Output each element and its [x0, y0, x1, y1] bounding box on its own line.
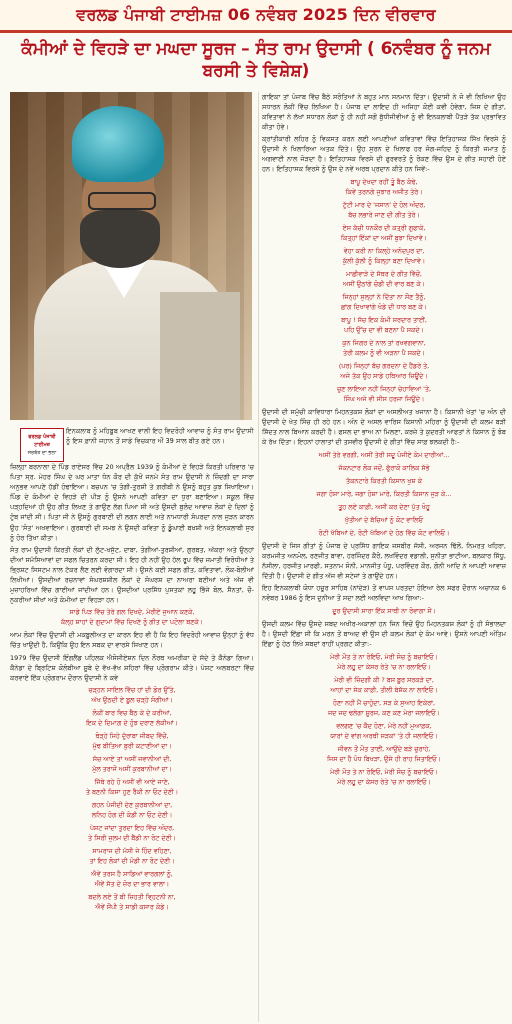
poem-line: ਬਾਪੂ ! ਸੱਚ ਇਕ ਕੰਮੀ ਸਰਦਾਰ ਤਾਈਂ,	[341, 316, 427, 324]
poem-stanza	[262, 315, 506, 335]
poem-line: ਥੋੜ੍ਹੇ ਜਿਹੇ ਦੁੱਰਾਬਾ ਜੀਬਦ ਵਿੱਚੋਂ,	[95, 731, 169, 740]
poem-line: ਤਾਂ ਇਹ ਲੋਕਾਂ ਦੀ ਮੰਡੀ ਨਾ ਰੋਟ ਦੇਣੀ।	[89, 856, 175, 865]
photo-caption: ਇਨਕਲਾਬ ਨੂੰ ਮਹਿਬੂਬ ਆਖਣ ਵਾਲੀ ਇਹ ਵਿਦਰੋਹੀ ਆਵਾਜ਼ ਨੂੰ ਸੰਤ ਰਾਮ ਉਦਾਸੀ ਨੂੰ ਇਸ ਫ਼ਾਨੀ ਜਹਾਨ ਤੋਂ ਸਾਡੇ ਵਿਚਕਾਰ ਔਂ 39 ਸਾਲ ਬੀਤ ਗਏ ਹਨ।	[66, 427, 254, 445]
poem-stanza	[262, 177, 506, 197]
poem-line: ਮੇਰੀ ਵੀ ਜ਼ਿੰਦਗੀ ਕੀ ? ਬਸ ਬੂਰ ਸਰਕੜੇ ਦਾ,	[334, 676, 434, 684]
poem-stanza	[10, 800, 254, 820]
poem-line: ਯਾਰਾਂ ਦੇ ਵਾਂਗ ਅਰਥੀ ਸੜਕਾਂ 'ਤੇ ਹੀ ਜਲਾਇਓ।	[330, 732, 438, 740]
column-divider	[258, 92, 259, 1022]
logo-line1: ਵਰਲਡ ਪੰਜਾਬੀ ਟਾਈਮਜ਼	[28, 434, 56, 448]
paragraph: ਉਦਾਸੀ ਦੀ ਸਮੁੱਚੀ ਕਾਵਿਧਾਰਾ ਮਿਹਨਤਕਸ਼ ਲੋਕਾਂ ਦਾ ਅਸਲੀਅਤ ਖਜਾਨਾ ਹੈ। ਕਿਸਾਨੀ ਖੇਤਾਂ 'ਚ ਅੰਨ ਦੀ ਉਦਾਸੀ ਦੇ ਖੇਤ ਸਿੰਚ ਹੀ ਰਹੇ ਹਨ। ਅੰਨ ਦੇ ਅਸਲ ਵਾਰਿਸ ਕਿਸਾਨੀ ਮਹਿਰਾ ਨੂੰ ਉਦਾਸੀ ਦੀ ਕਲਮ ਬੜੀ ਸ਼ਿੱਦਤ ਨਾਲ ਬਿਆਨ ਕਰਦੀ ਹੈ। ਫਸਲ ਦਾ ਭਾਅ ਨਾ ਮਿਲਣਾ, ਕਰਜ਼ੇ ਤੇ ਕੁਦਰਤੀ ਆਫਤਾਂ ਨੇ ਕਿਸਾਨ ਨੂੰ ਝੰਬ ਕੇ ਰੱਖ ਦਿੱਤਾ। ਇਹਨਾਂ ਹਾਲਾਤਾਂ ਦੀ ਤਸਵੀਰ ਉਦਾਸੀ ਦੇ ਗੀਤਾਂ ਵਿੱਚ ਸਾਫ਼ ਝਲਕਦੀ ਹੈ:-	[262, 408, 506, 446]
poem-stanza	[262, 767, 506, 787]
poem-line: ਅੱਖ ਉਠਦੀ ਏ ਬੂਲ ਚੜ੍ਹੇ ਸੰਗੀਆਂ।	[91, 695, 173, 704]
paragraph: ਸੰਤ ਰਾਮ ਉਦਾਸੀ ਕਿਰਤੀ ਲੋਕਾਂ ਦੀ ਲੁੱਟ-ਖਸੁੱਟ, ਦਾਬਾ, ਤੰਗੀਆਂ-ਤੁਰਸ਼ੀਆਂ, ਗੁਰਬਤ, ਅੱਕਰਾ ਅਤੇ ਉਨ੍ਹਾਂ ਦੀਆਂ ਸਮੱਸਿਆਵਾਂ ਦਾ ਸਫਲ ਚਿਤਰਨ ਕਰਦਾ ਸੀ। ਇਹ ਹੀ ਨਹੀਂ ਉਹ ਹੱਲ ਰੂਪ ਵਿੱਚ ਜਮਾਤੀ ਵਿਰੋਧੀਆਂ ਤੇ ਭ੍ਰਿਸ਼ਟ ਸਿਸਟਮ ਨਾਲ ਟੱਕਰ ਲੈਣ ਲਈ ਵੰਗਾਰਦਾ ਸੀ। ਉਸਨੇ ਕਈ ਸਫਲ ਗੀਤ, ਕਵਿਤਾਵਾਂ, ਲੋਕ-ਬੋਲੀਆਂ ਲਿਖੀਆਂ। ਉਸਦੀਆਂ ਰਚਨਾਵਾਂ ਸੰਘਰਸ਼ਸ਼ੀਲ ਲੋਕਾਂ ਦੇ ਸੰਘਰਸ਼ ਦਾ ਨਾਅਰਾ ਬਣੀਆਂ ਅਤੇ ਅੱਜ ਵੀ ਮੁਜ਼ਾਹਰਿਆਂ ਵਿੱਚ ਗਾਈਆਂ ਜਾਂਦੀਆਂ ਹਨ। ਉਸਦੀਆਂ ਪ੍ਰਸਿੱਧ ਪੁਸਤਕਾਂ ਲਹੂ ਭਿੱਜੇ ਬੋਲ, ਸੈਨਤਾਂ, ਚੌ-ਨੁਕਰੀਆਂ ਸੀਖਾਂ ਅਤੇ ਕੰਮੀਆਂ ਦਾ ਵਿਹੜਾ ਹਨ।	[10, 545, 254, 605]
poem-line: ਤੇ ਬਣਨੀ ਕਿਸਾ ਹੁਣ ਰੈਕੀ ਨਾ ਓਟ ਦੇਣੀ।	[85, 787, 179, 796]
paragraph: ਉਦਾਸੀ ਦੇ ਜਿਸ ਗੀਤਾਂ ਨੂੰ ਪੰਜਾਬ ਦੇ ਪ੍ਰਸਿੱਧ ਗਾਇਕ ਜਸਬੀਰ ਜੱਸੀ, ਅਰਜਨ ਢਿੱਲੋਂ, ਨਿਮਰਤ ਖਹਿਰਾ, ਕਰਮਜੀਤ ਅਨਮੋਲ, ਰਣਜੀਤ ਬਾਵਾ, ਹਰਜਿੰਦਰ ਕੈਰੋਂ, ਲਖਵਿੰਦਰ ਵਡਾਲੀ, ਸੁਨੀਤਾ ਭਾਟੀਆ, ਬਲਕਾਰ ਸਿੱਧੂ, ਨੱਸੀਲਾ, ਹਰਜੀਤ ਮਾਰਫੀ, ਸਤਨਾਮ ਸੋਨੀ, ਮਾਨਜੀਤ ਪੰਧੂ, ਪਰਵਿੰਦਰ ਕੌਰ, ਗੋਨੀ ਆਦਿ ਨੇ ਆਪਣੀ ਆਵਾਜ਼ ਦਿੱਤੀ ਹੈ। ਉਦਾਸੀ ਦੇ ਗੀਤ ਅੱਜ ਵੀ ਸਟੇਜਾਂ ਤੇ ਗਾਉਂਦੇ ਹਨ।	[262, 542, 506, 580]
poem-line: ਮੁੱਢ ਬੀਤਿਆ ਬੁਰੀ ਕਟਾਣੀਆਂ ਦਾ।	[92, 741, 172, 750]
poem-line: ਤੂਹ ਲਏ ਕਾਫ਼ੀ, ਅਸੀਂ ਕਰ ਦੇਣਾ ਪੁੱਤ ਖੋਹੂ	[338, 503, 430, 511]
poem-block	[262, 450, 506, 538]
poem-line: ਸਿੰਘ ਅਜੇ ਵੀ ਸੀਸ ਹਰਜਾ ਜਿਊਂਦੇ।	[343, 395, 425, 403]
poem-line: ਟੁੱਟੀ ਮਾਰ ਦੇ 'ਜਸਾਨ' ਦੇ ਹੋਲ ਅੰਦਰ,	[342, 201, 426, 209]
paragraph: ਇਹ ਇਨਕਲਾਬੀ ਯੋਧਾ ਹਜ਼ੂਰ ਸਾਹਿਬ (ਨਾਂਦੇੜ) ਤੋਂ ਵਾਪਸ ਪਰਤਦਾ ਹੋਇਆ ਰੇਲ ਸਫਰ ਦੌਰਾਨ ਅਚਾਨਕ 6 ਨਵੰਬਰ 1986 ਨੂੰ ਇਸ ਦੁਨੀਆ ਤੋਂ ਸਦਾ ਲਈ ਅਲਵਿਦਾ ਆਖ ਗਿਆ:-	[262, 584, 506, 602]
masthead	[0, 0, 512, 33]
left-body-text	[10, 462, 254, 915]
right-column	[262, 92, 506, 790]
poem-stanza	[262, 292, 506, 312]
poem-stanza	[262, 698, 506, 718]
portrait-photo	[10, 92, 252, 420]
poem-line: ਜਦ ਜਦ ਢਲੇਗਾ ਸੂਰਜ, ਕਣ ਕਣ ਮੇਰਾ ਜਲਾਇਓ।	[327, 709, 440, 717]
poem-stanza	[10, 731, 254, 751]
poem-stanza	[10, 846, 254, 866]
poem-block	[10, 685, 254, 912]
poem-line: ਚੜ੍ਹਨ ਸਾਇਲ ਵਿੱਚ ਹਾਂ ਦੀ ਡੋਰ ਉੱਤੇ,	[88, 685, 176, 694]
poem-line: ਮੁੱਲ ਤਰਾਜੋਂ ਅਸੀਂ ਕੁਰਬਾਨੀਆਂ ਦਾ।	[92, 764, 172, 773]
poem-stanza	[10, 777, 254, 797]
poem-line: ਬਾਪੂ ਦੇਖਦਾ ਰਹੀਂ ਤੂੰ ਬੈਠ ਕੰਢੇ,	[350, 178, 418, 186]
poem-stanza	[10, 892, 254, 912]
poem-line: ਐਵੇਂ ਸੱਤ ਦੇ ਜ਼ੋਰ ਦਾ ਭਾਰ ਵਾਲਾ।	[94, 879, 170, 888]
poem-line: ਜਿਸ ਦਾ ਹੈ ਪੰਧ ਬਿਖੜਾ, ਉਸੇ ਹੀ ਰਾਹ ਜਿਤਾਇਓ।	[326, 755, 442, 763]
poem-line: ਜੱਕਨਟਾਰ ਲੋਕ ਜਦੋਂ, ਫੁੱਰਾਕੋ ਕਾਲਿਕ ਸੱਭੇ	[338, 464, 430, 472]
poem-line: ਆਹਾਂ ਦਾ ਸੇਕ ਕਾਫ਼ੀ, ਤੀਲੀ ਬੇਸ਼ੱਕ ਨਾ ਲਾਇਓ।	[330, 686, 438, 694]
poem-block	[10, 607, 254, 627]
poem-line: ਏਸ ਕੱਚੀ ਧਨਕੌਰ ਦੀ ਕਤ੍ਰੀ ਗੁਫਾਕੇ,	[342, 224, 426, 232]
poem-stanza	[10, 823, 254, 843]
poem-stanza	[262, 652, 506, 672]
poem-line: ਜੀਵਨ ਤੋਂ ਮੌਤ ਤਾਈਂ, ਆਉਂਦੇ ਬੜੇ ਚੁਰਾਹੇ,	[337, 745, 431, 753]
poem-stanza	[262, 384, 506, 404]
poem-line: ਸੱਚ ਆਏ ਤਾਂ ਅਸੀਂ ਜਵਾਨੀਆਂ ਦੀ,	[92, 754, 172, 763]
newspaper-logo-stamp	[20, 428, 64, 462]
poem-stanza	[262, 361, 506, 381]
poem-line: ਛਾਂਗ ਦਿਖਾਵਾਂਗੇ ਖੰਡੇ ਦੀ ਧਾਰ ਬਣ ਕੇ।	[340, 303, 428, 311]
poem-line: ਅਸੀਂ ਉਠਾਂਗੇ ਚੰਡੀ ਦੀ ਵਾਰ ਬਣ ਕੇ।	[342, 280, 426, 288]
poem-line: ਮੇਰੇ ਲਹੂ ਦਾ ਕੇਸਰ ਰੇਤੇ 'ਚ ਨਾ ਰਲਾਇਓ।	[337, 778, 431, 786]
poem-line: ਜਿੱਥੇ ਰਹੇ ਹੋ ਅਸੀਂ ਵੀ ਆਏ ਜਾਣੇ,	[94, 777, 170, 786]
poem-line: ਵੇਹਾ ਕਰੀ ਨਾ ਕਿਲ੍ਹੇ ਅਨੰਦਪੁਰ ਦਾ,	[343, 247, 425, 255]
poem-line: ਮੇਰੀ ਮੌਤ ਤੇ ਨਾ ਰੋਇਓ, ਮੇਰੀ ਸੋਚ ਨੂੰ ਬਚਾਇਓ।	[329, 653, 439, 661]
paragraph: ਕ੍ਰਾਂਤੀਕਾਰੀ ਲਹਿਰ ਨੂੰ ਵਿਕਸਤ ਕਰਨ ਲਈ ਆਪਣੀਆਂ ਕਵਿਤਾਵਾਂ ਵਿੱਚ ਇਤਿਹਾਸਕ ਸਿੱਖ ਵਿਰਸੇ ਨੂੰ ਉਦਾਸੀ ਨੇ ਖਿਲਾਰਿਆ ਅਤਕ ਦਿੱਤੇ। ਉਹ ਸੁਰਨ ਦੇ ਖਿਲਾਫ ਹਰ ਜੰਗ-ਜਹਿਦ ਨੂੰ ਕਿਰਤੀ ਜਮਾਤ ਨੂੰ ਅਗਵਾਈ ਨਾਲ ਜੋੜਦਾ ਹੈ। ਇਤਿਹਾਸਕ ਵਿਰਸੇ ਦੀ ਫੁਰਵਰਤੋਂ ਨੂੰ ਰੋਕਣ ਵਿੱਚ ਉਸ ਦੇ ਗੀਤ ਸਹਾਈ ਹੋਏ ਹਨ। ਇਤਿਹਾਸਕ ਵਿਰਸੇ ਨੂੰ ਉਸ ਦੇ ਨਵੇਂ ਅਰਥ ਪ੍ਰਦਾਨ ਕੀਤੇ ਹਨ ਜਿਵੇਂ:-	[262, 135, 506, 173]
poem-line: ਸਾਮਰਾਜ ਦੀ ਮੱਸੀ ਜੇ ਹਿੰਦ ਵਹਿਣਾ,	[92, 846, 172, 855]
poem-line: ਮੇਰੀ ਮੌਤ ਤੇ ਨਾ ਰੋਇਓ, ਮੇਰੀ ਸੋਚ ਨੂੰ ਬਚਾਇਓ।	[329, 768, 439, 776]
poem-line: ਐਵੇਂ ਤਰਸ ਹੈ ਸਾਡਿਆਂ ਵਾਰਗਲਾਂ ਨੂੰ,	[91, 869, 173, 878]
paragraph: ਆਮ ਲੋਕਾਂ ਵਿੱਚ ਉਦਾਸੀ ਦੀ ਮਕਬੂਲੀਅਤ ਦਾ ਕਾਰਨ ਇਹ ਵੀ ਹੈ ਕਿ ਇਹ ਵਿਦਰੋਹੀ ਆਵਾਜ਼ ਉਨ੍ਹਾਂ ਨੂੰ ਵੱਧ ਚਿੱਤ ਖਾਉਂਦੀ ਹੈ, ਕਿਉਂਕਿ ਉਹ ਇਨ ਸਬਕ ਦਾ ਵਾਰਸੇ ਸਿਖਾਣ ਹਨ।	[10, 631, 254, 650]
poem-line: ਹੋਣਾ ਨਹੀਂ ਮੈਂ ਚਾਹੁੰਦਾ, ਸੜ ਕੇ ਸੁਆਹ ਇਕੇਰਾਂ,	[333, 699, 435, 707]
poem-stanza	[262, 675, 506, 695]
poem-stanza	[262, 744, 506, 764]
poem-line: ਮਾਛੀਵਾੜੇ ਦੇ ਸੱਥਰ ਦੇ ਗੀਤ ਵਿੱਚੋਂ,	[346, 270, 422, 278]
masthead-title: ਵਰਲਡ ਪੰਜਾਬੀ ਟਾਈਮਜ਼ 06 ਨਵੰਬਰ 2025 ਦਿਨ ਵੀਰਵਾਰ	[76, 5, 436, 24]
poem-line: ਵਲਗਣ 'ਚ ਕੈਦ ਹੋਣਾ, ਮੇਰੇ ਨਹੀਂ ਮੁਆਫ਼ਕ,	[336, 722, 432, 730]
poem-line: ਤੱਕਨਟਾਰੇ ਕਿਰਤੀ ਕਿਸਾਨ ਖੁਸ਼ ਕੇ	[345, 477, 422, 485]
poem-line: ਰੋਟੀ ਖੱਬਿਆਂ ਦੇ, ਰੋਟੀ ਖੱਬਿਆਂ ਦੇ ਹੋਠ ਵਿੱਚ ਕੋਟ ਵਾਲਿਓ।	[318, 529, 450, 537]
poem-line: ਪੇਸ਼ਟ ਜਾਂਦਾ ਤੁਰਦਾ ਇਹ ਵਿੱਚ ਅੰਦਰ,	[89, 823, 175, 832]
poem-line: (ਪਰ) ਜਿਨ੍ਹਾਂ ਬੱਚ ਗਰਦਨਾ ਦੇ ਹੈਂਡਰੇ ਤੇ,	[338, 362, 430, 370]
poem-line: ਕਿਵੇਂ ਤਰਨਗੇ ਜੁਝਾਰ ਅਜੀਤ ਤੇਰੇ।	[345, 188, 423, 196]
poem-line: ਲੋਕੀਂ ਬਾਰ ਵਿਚ ਬੈਠ ਕੇ ਦੇ ਕਰੀਆਂ,	[92, 708, 172, 717]
paragraph: 1979 ਵਿੱਚ ਉਦਾਸੀ ਇੰਗਲੈਂਡ ਪਹਿਲਕ ਐਸੋਸੀਏਸ਼ਨ ਦਿਨ ਨੌਰਥ ਅਮਰੀਕਾ ਦੇ ਸੱਦੇ ਤੇ ਕੈਨੇਡਾ ਗਿਆ। ਕੈਨੇਡਾ ਦੇ ਬ੍ਰਿਟਿਸ਼ ਕੋਲੰਬੀਆ ਸੂਬੇ ਦੇ ਵੱਖ-ਵੱਖ ਸ਼ਹਿਰਾਂ ਵਿੱਚ ਪ੍ਰੋਗਰਾਮ ਕੀਤੇ। ਪੇਸ਼ਟ ਅਲਬਰਟਾ ਵਿੱਚ ਕਰਵਾਏ ਇੱਕ ਪ੍ਰੋਗਰਾਮ ਦੌਰਾਨ ਉਦਾਸੀ ਨੇ ਕਵੇ	[10, 653, 254, 682]
poem-line: ਜਗਾ ਹੋਸ਼ਾ ਮਾਰੇ, ਜਗਾ ਹੋਸ਼ਾ ਮਾਰੇ, ਕਿਰਤੀ ਕਿਸਾਨ ਜੁੜ ਕੇ...	[316, 490, 452, 498]
poem-line: ਬੱਚ ਲਭਾਰੇ ਜਾਣ ਦੀ ਗੀਤ ਤੇਰੇ।	[348, 211, 420, 219]
poem-line: ਅਸੀਂ ਤੇਰੇ ਵਰਗੀ, ਅਸੀਂ ਤੇਰੀ ਸਦੂ ਪੰਜੀਏ ਕੰਮ ਦਾਰੀਆਂ...	[318, 451, 450, 459]
paragraph: ਜ਼ਿਲ੍ਹਾ ਬਰਨਾਲਾ ਦੇ ਪਿੰਡ ਰਾਏਸਰ ਵਿੱਚ 20 ਅਪ੍ਰੈਲ 1939 ਨੂੰ ਕੰਮੀਆਂ ਦੇ ਵਿਹੜੇ ਕਿਰਤੀ ਪਰਿਵਾਰ 'ਚ ਪਿਤਾ ਸ੍ਰ. ਮੇਹਰ ਸਿੰਘ ਦੇ ਘਰ ਮਾਤਾ ਧੰਨ ਕੌਰ ਦੀ ਕੁੱਖੋਂ ਜਨਮੇ ਸੰਤ ਰਾਮ ਉਦਾਸੀ ਨੇ ਜ਼ਿੰਦਗੀ ਦਾ ਸਾਰਾ ਅਨੁਭਵ ਆਪਣੇ ਹੱਡੀਂ ਹੰਢਾਇਆ। ਬਚਪਨ 'ਚ ਤੰਗੀ-ਤੁਰਸ਼ੀ ਤੇ ਗ਼ਰੀਬੀ ਨੇ ਉਸਨੂੰ ਬਹੁਤ ਕੁਝ ਸਿਖਾਇਆ। ਪਿੰਡ ਦੇ ਕੰਮੀਆਂ ਦੇ ਵਿਹੜੇ ਦੀ ਪੀੜ ਨੂੰ ਉਸਨੇ ਆਪਣੀ ਕਵਿਤਾ ਦਾ ਧੁਰਾ ਬਣਾਇਆ। ਸਕੂਲ ਵਿੱਚ ਪੜ੍ਹਦਿਆਂ ਹੀ ਉਹ ਗੀਤ ਲਿਖਣ ਤੇ ਗਾਉਣ ਲੱਗ ਪਿਆ ਸੀ ਅਤੇ ਉਸਦੀ ਬੁਲੰਦ ਆਵਾਜ਼ ਲੋਕਾਂ ਦੇ ਦਿਲਾਂ ਨੂੰ ਟੁੰਬ ਜਾਂਦੀ ਸੀ। ਪਿਤਾ ਜੀ ਨੇ ਉਸਨੂੰ ਗੁਰਬਾਣੀ ਦੀ ਲਗਨ ਲਾਈ ਅਤੇ ਨਾਮਧਾਰੀ ਸੰਪਰਦਾ ਨਾਲ ਜੁੜਨ ਕਾਰਨ ਉਹ 'ਸੰਤ' ਅਖਵਾਇਆ। ਗੁਰਬਾਣੀ ਦੀ ਸਮਝ ਨੇ ਉਸਦੀ ਕਵਿਤਾ ਨੂੰ ਡੂੰਘਾਈ ਬਖ਼ਸ਼ੀ ਅਤੇ ਇਨਕਲਾਬੀ ਸੁਰ ਨੂੰ ਹੋਰ ਤਿੱਖਾ ਕੀਤਾ।	[10, 463, 254, 542]
poem-line: ਕਿਤ੍ਹਾਂ ਇੱਕਾਂ ਦਾ ਅਸੀਂ ਬੁਝਾ ਦਿਖਾਵੇ।	[340, 234, 428, 242]
poem-stanza	[262, 246, 506, 266]
poem-line: ਕੁਨ ਜਿਗਰ ਦੇ ਨਾਲ ਤਾਂ ਰਖਵਗਵਾਨਾ,	[342, 339, 426, 347]
paragraph: ਉਸਦੀ ਕਲਮ ਵਿੱਚ ਉਸਦੇ ਸਬਦ ਅਖੀਰ-ਅਕਾਲਾਂ ਹਨ ਜਿਨ ਵਿਚੋਂ ਉਹ ਮਿਹਨਤਕਸ਼ ਲੋਕਾਂ ਨੂੰ ਹੀ ਸੰਭਾਲਦਾ ਹੈ। ਉਸਦੀ ਇੱਛਾ ਸੀ ਕਿ ਮਰਨ ਤੋਂ ਬਾਅਦ ਵੀ ਉਸ ਦੀ ਕਲਮ ਲੋਕਾਂ ਦੇ ਕੰਮ ਆਵੇ। ਉਸਨੇ ਆਪਣੀ ਅੰਤਿਮ ਇੱਛਾ ਨੂੰ ਹੇਠ ਲਿਖੇ ਸ਼ਬਦਾਂ ਰਾਹੀਂ ਪ੍ਰਗਟ ਕੀਤਾ:-	[262, 620, 506, 648]
poem-stanza	[262, 223, 506, 243]
poem-line: ਜਿਨ੍ਹਾਂ ਸੁਲ੍ਹਾਂ ਨੇ ਦਿੱਤਾ ਨਾ ਸੌਣ ਤੈਨੂੰ,	[342, 293, 426, 301]
poem-line: ਦੂਰ ਉਦਾਸੀ ਸਾਰਾ ਇੱਕ ਸਾਥੀ ਨਾ ਰੋਵਾਗਾ ਸੋਂ।	[332, 607, 436, 615]
poem-stanza	[10, 685, 254, 705]
paragraph: ਗਾਇਕਾ ਤਾਂ ਪੰਜਾਬ ਵਿੱਚ ਬੈਠੇ ਸਰੋਤਿਆਂ ਨੇ ਬਹੁਤ ਮਾਨ ਸਨਮਾਨ ਦਿੱਤਾ। ਉਦਾਸੀ ਨੇ ਜੋ ਵੀ ਲਿਖਿਆ ਉਹ ਸਧਾਰਨ ਲੋਕੀਂ ਵਿੱਚ ਲਿਖਿਆ ਹੈ। ਪੰਜਾਬ ਦਾ ਲਾਇਦ ਹੀ ਅਜਿਹਾ ਕੋਈ ਕਵੀ ਹੋਵੇਗਾ, ਜਿਸ ਦੇ ਗੀਤਾਂ, ਕਵਿਤਾਵਾਂ ਨੇ ਲੱਖਾਂ ਸਧਾਰਨ ਲੋਕਾਂ ਨੂੰ ਹੀ ਨਹੀਂ ਸਗੋਂ ਬੁੱਧੀਜੀਵੀਆਂ ਨੂੰ ਵੀ ਇਨਕਲਾਬੀ ਪੈਂਤੜੇ ਤੱਕ ਪ੍ਰਭਾਵਿਤ ਕੀਤਾ ਹੋਵੇ।	[262, 93, 506, 131]
poem-line: ਤੇਰੀ ਕਲਮ ਨੂੰ ਵੀ ਅੜਨਾ ਪੈ ਸਕਦੇ।	[343, 349, 425, 357]
poem-line: ਕੱਲ੍ਹ ਸ਼ਾਹਾਂ ਦੇ ਗੁਦਾਮਾਂ ਵਿੱਚ ਦਿਖਣੇ ਨੂੰ ਗੀਤ ਦਾ ਪਟੋਲਾ ਬਣਕੇ।	[60, 618, 204, 627]
poem-line: ਕੁੱਲੀ ਕੁੱਲੀ ਨੂੰ ਕਿਲ੍ਹਾ ਬਣਾ ਦਿਖਾਵੇ।	[342, 257, 426, 265]
poem-line: ਇਕ ਦੇ ਦਿਮਾਗ਼ ਦੇ ਹੁੰਝ ਦਰਾਣ ਲੱਕੀਆਂ।	[86, 718, 178, 727]
poem-line: ਗਹਨ ਪੰਜੀਦੀ ਦੇਣ ਕੁਰਬਾਨੀਆਂ ਦਾ,	[91, 800, 173, 809]
poem-block	[262, 652, 506, 787]
poem-line: ਬਦਲੇ ਲਏ ਤੋਂ ਬੀ ਜ਼ਿਹਤੀ ਵ੍ਹਿਟਨੀ ਨਾ,	[88, 892, 176, 901]
poem-line: ਲਨਿਹ ਹੋਗ ਦੀ ਕੰਡੀ ਨਾ ਓਟ ਦੇਣੀ।	[91, 810, 173, 819]
poem-stanza	[262, 721, 506, 741]
poem-line: ਮੇਰੇ ਲਹੂ ਦਾ ਕੇਸਰ ਰੇਤੇ 'ਚ ਨਾ ਰਲਾਇਓ।	[337, 663, 431, 671]
poem-stanza	[10, 708, 254, 728]
poem-stanza	[262, 338, 506, 358]
poem-line: ਅਜੇ ਤੱਕ ਉਹ ਸਾਡੇ ਹਥਿਆਰ ਜ਼ਿਊਂਦੇ।	[340, 372, 428, 380]
poem-line: ਤੇ ਸਿਰੀ ਜੁਲਮ ਦੀ ਬੈਂਡੀ ਨਾ ਰੋਟ ਦੇਣੀ।	[88, 833, 176, 842]
poem-stanza	[262, 269, 506, 289]
poem-line: ਐਵੇਂ ਸੌਂਪੀ ਤੇ ਸਾਡੀ ਕਸਾਰ ਕੰਡੇ।	[95, 902, 169, 911]
poem-stanza	[262, 200, 506, 220]
poem-line: ਸਾਡੇ ਪਿੜ ਵਿੱਚ ਤੇਰੇ ਗਲ ਦਿਖਦੇ, ਮੇਰੀਏ ਜੁਆਨ ਕਣਕੇ,	[69, 608, 195, 617]
article-headline: ਕੰਮੀਆਂ ਦੇ ਵਿਹੜੇ ਦਾ ਮਘਦਾ ਸੂਰਜ – ਸੰਤ ਰਾਮ ਉਦਾਸੀ ( 6ਨਵੰਬਰ ਨੂੰ ਜਨਮ ਬਰਸੀ ਤੇ ਵਿਸ਼ੇਸ਼)	[21, 39, 491, 81]
logo-line2: ਸਰਬੱਤ ਦਾ ਭਲਾ	[27, 450, 57, 456]
poem-line: ਪਹਿ ਉੱਚ ਦਾ ਵੀ ਬਣਨਾ ਪੈ ਸਕਦੇ।	[344, 326, 424, 334]
poem-stanza	[10, 869, 254, 889]
poem-line: ਖੁੱਤੀਆਂ ਦੇ ਬੱਚਿਆਂ ਨੂੰ ਕੋਟ ਵਾਲਿਓ	[344, 516, 424, 524]
poem-block	[262, 177, 506, 404]
poem-line: ਚੁਣ ਲਾਇਆ ਨਹੀਂ ਜਿਨ੍ਹਾਂ ਚੇਹਾਵਿਆਂ 'ਤੇ,	[336, 385, 432, 393]
poem-stanza	[10, 754, 254, 774]
